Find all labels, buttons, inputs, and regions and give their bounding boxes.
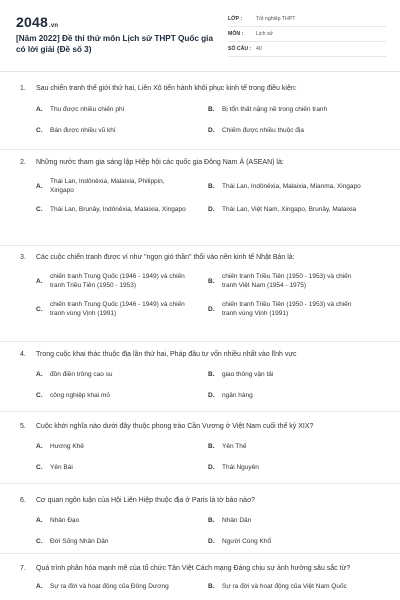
option-letter: C.	[36, 538, 43, 545]
meta-value: Lịch sử	[256, 31, 274, 37]
answer-options	[20, 442, 386, 472]
question-3	[0, 246, 400, 342]
answer-option[interactable]	[36, 177, 208, 195]
option-letter: A.	[36, 182, 43, 190]
answer-option[interactable]	[36, 463, 208, 472]
question-number: 5.	[20, 423, 26, 430]
option-text: ngân hàng	[222, 392, 253, 399]
question-number: 2.	[20, 159, 26, 166]
option-letter: B.	[208, 583, 215, 590]
answer-option[interactable]	[36, 370, 208, 379]
option-text: Thái Lan, Indônêxia, Malaixia, Mianma, Xingapo	[222, 182, 361, 190]
question-number: 4.	[20, 351, 26, 358]
meta-label: SỐ CÂU :	[228, 46, 252, 52]
option-letter: B.	[208, 371, 215, 378]
answer-option[interactable]	[36, 516, 208, 525]
question-text: Sau chiến tranh thế giới thứ hai, Liên Xô tiến hành khôi phục kinh tế trong điều kiện:	[36, 85, 297, 92]
answer-option[interactable]	[36, 537, 208, 546]
answer-option[interactable]	[208, 391, 380, 400]
option-letter: C.	[36, 392, 43, 399]
answer-options	[20, 177, 386, 214]
option-letter: D.	[208, 127, 215, 134]
option-letter: B.	[208, 182, 215, 190]
meta-row-subject	[228, 27, 386, 42]
answer-option[interactable]	[36, 300, 208, 318]
option-letter: A.	[36, 443, 43, 450]
option-letter: B.	[208, 277, 215, 285]
question-number: 3.	[20, 254, 26, 261]
option-letter: C.	[36, 127, 43, 134]
option-text: Chiếm được nhiều thuộc địa	[222, 127, 304, 134]
answer-option[interactable]	[208, 300, 380, 318]
meta-value: 40	[256, 46, 262, 52]
exam-meta	[228, 12, 386, 57]
answer-option[interactable]	[208, 205, 380, 214]
option-text: giao thông vận tải	[222, 371, 274, 378]
option-text: Thái Lan, Brunây, Indônêxia, Malaixia, Xingapo	[50, 206, 186, 213]
option-text: công nghiệp khai mỏ	[50, 392, 110, 399]
meta-label: MÔN :	[228, 31, 244, 37]
answer-option[interactable]	[208, 442, 380, 451]
logo-suffix: .vn	[48, 23, 59, 29]
meta-row-class	[228, 12, 386, 27]
answer-options	[20, 582, 386, 591]
option-text: Yên Thế	[222, 443, 247, 450]
option-letter: B.	[208, 517, 215, 524]
answer-option[interactable]	[208, 272, 380, 290]
answer-option[interactable]	[208, 105, 380, 114]
option-text: Nhân Dân	[222, 517, 252, 524]
option-text: Thái Nguyên	[222, 464, 259, 471]
option-letter: D.	[208, 206, 215, 213]
question-4	[0, 342, 400, 412]
logo-text: 2048	[16, 14, 48, 30]
option-text: Sự ra đời và hoạt động của Đông Dương	[50, 583, 169, 590]
question-text: Các cuộc chiến tranh được ví như "ngọn gió thần" thổi vào nền kinh tế Nhật Bản là:	[36, 254, 295, 261]
question-1	[0, 72, 400, 150]
question-5	[0, 412, 400, 484]
question-text: Cuộc khởi nghĩa nào dưới đây thuộc phong trào Cần Vương ở Việt Nam cuối thế kỷ XIX?	[36, 423, 314, 430]
answer-option[interactable]	[208, 582, 380, 591]
question-number: 7.	[20, 565, 26, 572]
option-letter: A.	[36, 106, 43, 113]
question-6	[0, 484, 400, 554]
option-text: Thu được nhiều chiến phí	[50, 106, 125, 113]
option-text: Người Cùng Khổ	[222, 538, 272, 545]
answer-options	[20, 370, 386, 400]
option-text: đồn điền trồng cao su	[50, 371, 113, 378]
question-7	[0, 554, 400, 600]
answer-option[interactable]	[208, 516, 380, 525]
option-letter: A.	[36, 583, 43, 590]
option-letter: A.	[36, 371, 43, 378]
answer-options	[20, 105, 386, 135]
question-text: Những nước tham gia sáng lập Hiệp hội các quốc gia Đông Nam Á (ASEAN) là:	[36, 159, 284, 166]
answer-option[interactable]	[208, 463, 380, 472]
option-letter: C.	[36, 206, 43, 213]
option-letter: D.	[208, 392, 215, 399]
option-text: chiến tranh Trung Quốc (1946 - 1949) và chiến tranh vùng Vịnh (1991)	[50, 301, 185, 317]
option-letter: A.	[36, 517, 43, 524]
meta-row-count	[228, 42, 386, 57]
answer-option[interactable]	[36, 105, 208, 114]
answer-option[interactable]	[36, 272, 208, 290]
answer-option[interactable]	[36, 205, 208, 214]
question-list	[0, 72, 400, 600]
answer-option[interactable]	[208, 370, 380, 379]
option-text: chiến tranh Triều Tiên (1950 - 1953) và chiến tranh vùng Vịnh (1991)	[222, 301, 352, 317]
question-text: Quá trình phân hóa mạnh mẽ của tổ chức Tân Việt Cách mạng Đảng chịu sự ảnh hưởng sâu sắc từ?	[36, 565, 351, 572]
answer-option[interactable]	[208, 126, 380, 135]
option-letter: B.	[208, 106, 215, 113]
answer-option[interactable]	[36, 442, 208, 451]
meta-label: LỚP :	[228, 16, 243, 22]
option-text: Hương Khê	[50, 443, 84, 450]
option-text: Bán được nhiều vũ khí	[50, 127, 116, 134]
option-letter: C.	[36, 464, 43, 471]
option-text: Nhân Đạo	[50, 517, 80, 524]
meta-value: Tốt nghiệp THPT	[256, 16, 296, 22]
option-letter: C.	[36, 305, 43, 313]
site-logo[interactable]	[16, 14, 58, 30]
option-text: Đời Sống Nhân Dân	[50, 538, 109, 545]
question-2	[0, 150, 400, 246]
answer-option[interactable]	[36, 582, 208, 591]
question-text: Cơ quan ngôn luận của Hội Liên Hiệp thuộc địa ở Paris là tờ báo nào?	[36, 497, 255, 504]
option-letter: A.	[36, 277, 43, 285]
answer-option[interactable]	[36, 126, 208, 135]
answer-option[interactable]	[36, 391, 208, 400]
option-text: Bị tổn thất nặng nề trong chiến tranh	[222, 106, 328, 113]
option-text: chiến tranh Trung Quốc (1946 - 1949) và chiến tranh Triều Tiên (1950 - 1953)	[50, 273, 185, 289]
question-number: 6.	[20, 497, 26, 504]
option-letter: D.	[208, 305, 215, 313]
answer-option[interactable]	[208, 537, 380, 546]
answer-options	[20, 272, 386, 318]
question-text: Trong cuộc khai thác thuộc địa lần thứ hai, Pháp đầu tư vốn nhiều nhất vào lĩnh vực	[36, 351, 297, 358]
answer-options	[20, 516, 386, 546]
option-text: Thái Lan, Việt Nam, Xingapo, Brunây, Malaixia	[222, 206, 357, 213]
option-letter: D.	[208, 538, 215, 545]
question-number: 1.	[20, 85, 26, 92]
option-text: Sự ra đời và hoạt động của Việt Nam Quốc	[222, 583, 347, 590]
document-title: [Năm 2022] Đề thi thử môn Lịch sử THPT Quốc gia có lời giải (Đề số 3)	[16, 34, 214, 54]
option-letter: D.	[208, 464, 215, 471]
option-text: chiến tranh Triều Tiên (1950 - 1953) và chiến tranh Việt Nam (1954 - 1975)	[222, 273, 352, 289]
option-text: Thái Lan, Indônêxia, Malaixia, Philippin, Xingapo	[50, 178, 165, 194]
option-text: Yên Bái	[50, 464, 73, 471]
option-letter: B.	[208, 443, 215, 450]
page-header	[0, 0, 400, 72]
answer-option[interactable]	[208, 177, 380, 195]
